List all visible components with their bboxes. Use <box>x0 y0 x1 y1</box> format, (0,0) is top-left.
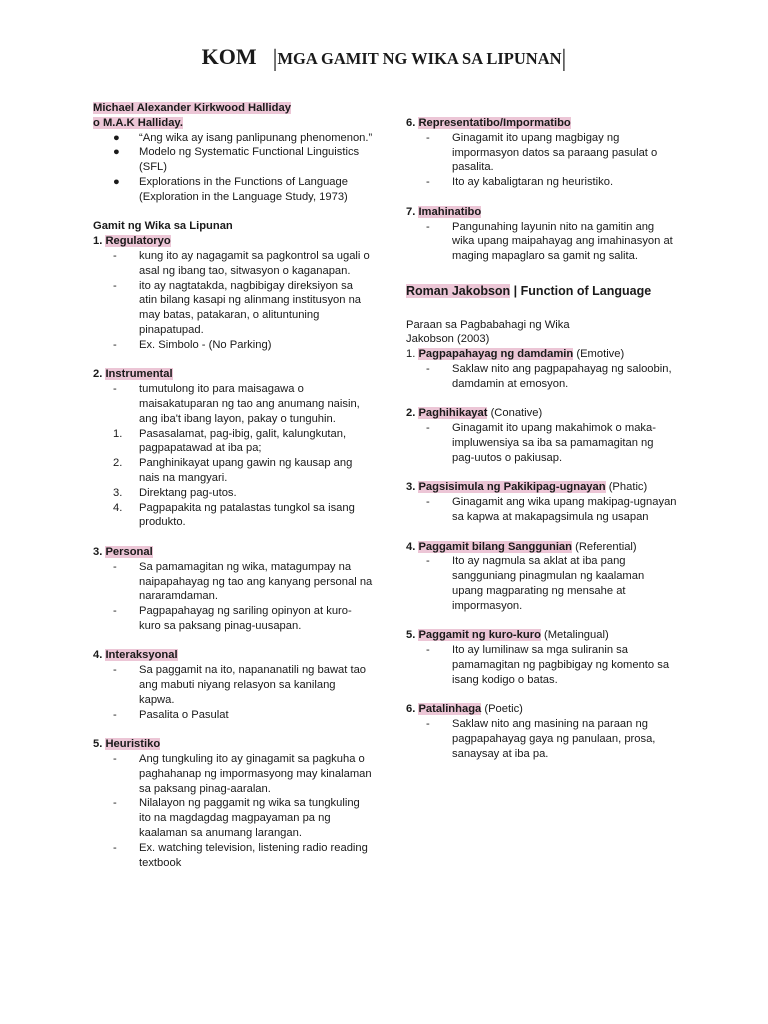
numbered-item: 4. Pagpapakita ng patalastas tungkol sa isang produkto. <box>113 501 355 529</box>
list-item: - tumutulong ito para maisagawa o maisakatuparan ng tao ang anumang naisin, ang iba't ibang layon, pakay o tunguhin. <box>113 383 360 425</box>
numbered-item: 1. Pasasalamat, pag-ibig, galit, kalungkutan, pagpapatawad at iba pa; <box>113 427 347 455</box>
numbered-item: 2. Panghinikayat upang gawin ng kausap ang nais na mangyari. <box>113 457 353 484</box>
list-item: - Pangunahing layunin nito na gamitin ang wika upang maipahayag ang imahinasyon at maging mapaglaro sa gamit ng salita. <box>426 220 673 263</box>
section-heading-heuristiko: 5. Heuristiko <box>93 738 161 751</box>
list-item: - ito ay nagtatakda, nagbibigay direksiyon sa atin bilang kasapi ng alinmang institusyon na may batas, patakaran, o alituntuning pinapatupad. <box>113 279 362 336</box>
title-subtitle-wrap <box>272 46 567 72</box>
jakobson-heading: Roman Jakobson | Function of Language <box>406 283 652 298</box>
title-kom: KOM <box>201 44 257 69</box>
list-item: - Ginagamit ang wika upang makipag-ugnayan sa kapwa at makapagsimula ng usapan <box>426 496 677 523</box>
list-item: - Ang tungkuling ito ay ginagamit sa pagkuha o paghahanap ng impormasyong may kinalaman sa paksang pinag-aaralan. <box>113 753 372 795</box>
paraan-text: Paraan sa Pagbabahagi ng Wika Jakobson (2003) <box>406 318 570 346</box>
section-heading-phatic: 3. Pagsisimula ng Pakikipag-ugnayan (Phatic) <box>406 481 648 494</box>
title-subtitle: MGA GAMIT NG WIKA SA LIPUNAN <box>277 49 562 68</box>
numbered-item: 3. Direktang pag-utos. <box>113 486 237 499</box>
section-heading-representatibo: 6. Representatibo/Impormatibo <box>406 117 571 129</box>
list-item: - Ito ay nagmula sa aklat at iba pang sangguniang pinagmulan ng kaalaman upang magparating ng mensahe at impormasyon. <box>426 555 645 612</box>
list-item: - kung ito ay nagagamit sa pagkontrol sa ugali o asal ng ibang tao, sitwasyon o kaganapan. <box>113 249 370 277</box>
right-column <box>406 116 678 761</box>
list-item: - Ex. Simbolo - (No Parking) <box>113 338 272 351</box>
section-heading-interaksyonal: 4. Interaksyonal <box>93 649 178 662</box>
list-item: - Saklaw nito ang pagpapahayag ng saloobin, damdamin at emosyon. <box>426 362 672 390</box>
section-heading-referential: 4. Paggamit bilang Sanggunian (Referential) <box>406 540 637 553</box>
page-title <box>0 44 768 71</box>
list-item: - Ginagamit ito upang makahimok o maka-impluwensiya sa iba sa pamamagitan ng pag-uutos o pakiusap. <box>426 422 656 464</box>
section-heading-instrumental: 2. Instrumental <box>93 368 173 381</box>
author-short: o M.A.K Halliday. <box>93 116 183 129</box>
list-item: - Ito ay lumilinaw sa mga suliranin sa pamamagitan ng pagbibigay ng komento sa isang kodigo o batas. <box>426 644 670 686</box>
section-heading-metalingual: 5. Paggamit ng kuro-kuro (Metalingual) <box>406 629 609 642</box>
section-heading-imahinatibo: 7. Imahinatibo <box>406 205 482 218</box>
list-item: ● Modelo ng Systematic Functional Linguistics (SFL) <box>113 146 360 174</box>
section-heading-conative: 2. Paghihikayat (Conative) <box>406 407 543 420</box>
list-item: - Sa paggamit na ito, napananatili ng bawat tao ang mabuti niyang relasyon sa kanilang kapwa. <box>113 664 367 706</box>
section-heading-poetic: 6. Patalinhaga (Poetic) <box>406 703 523 716</box>
list-item: - Pasalita o Pasulat <box>113 708 229 721</box>
list-item: ● “Ang wika ay isang panlipunang phenomenon.” <box>113 131 373 144</box>
author-name: Michael Alexander Kirkwood Halliday <box>93 102 291 114</box>
list-item: - Ginagamit ito upang magbigay ng impormasyon datos sa paraang pasulat o pasalita. <box>426 131 658 174</box>
section-heading-emotive: 1. Pagpapahayag ng damdamin (Emotive) <box>406 348 625 361</box>
title-bar-left: | <box>272 46 278 72</box>
list-item: - Pagpapahayag ng sariling opinyon at kuro-kuro sa paksang pinag-uusapan. <box>113 605 352 632</box>
list-item: ● Explorations in the Functions of Language (Exploration in the Language Study, 1973) <box>113 175 348 203</box>
section-heading-personal: 3. Personal <box>93 545 153 558</box>
author-bullets <box>93 131 373 205</box>
list-item: - Sa pamamagitan ng wika, matagumpay na naipapahayag ng tao ang kanyang personal na nararamdaman. <box>113 560 373 603</box>
title-bar-right: | <box>561 46 567 72</box>
list-item: - Ito ay kabaligtaran ng heuristiko. <box>426 176 614 189</box>
list-item: - Nilalayon ng paggamit ng wika sa tungkuling ito na magdagdag magpayaman pa ng kaalaman sa anumang larangan. <box>113 797 360 840</box>
list-item: - Saklaw nito ang masining na paraan ng pagpapahayag gaya ng panulaan, prosa, sanaysay at iba pa. <box>426 718 656 760</box>
left-column <box>93 101 373 870</box>
gamit-heading: Gamit ng Wika sa Lipunan <box>93 220 233 233</box>
list-item: - Ex. watching television, listening radio reading textbook <box>113 841 368 869</box>
section-heading-regulatoryo: 1. Regulatoryo <box>93 235 171 248</box>
